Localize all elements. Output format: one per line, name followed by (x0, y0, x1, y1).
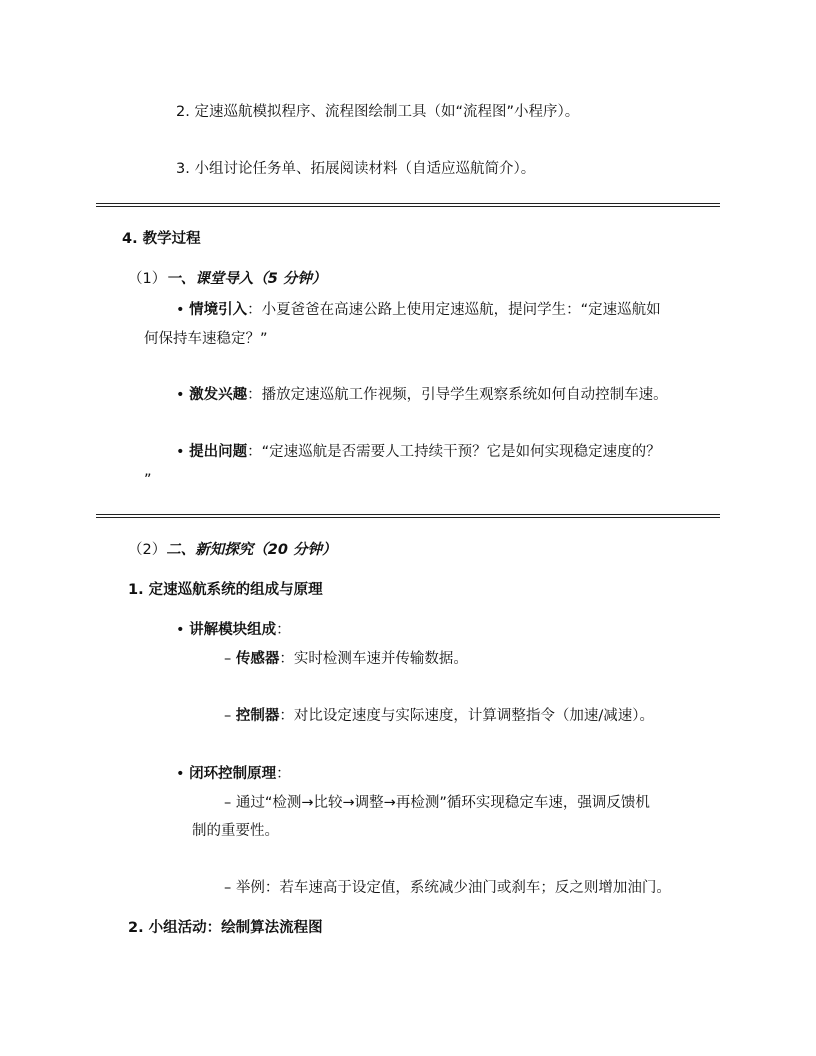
dash-icon: – (224, 795, 232, 811)
dash-continuation: 制的重要性。 (192, 823, 279, 839)
section-divider (96, 203, 720, 207)
dash-icon: – (224, 880, 232, 896)
bullet-label: 闭环控制原理 (189, 766, 277, 782)
bullet-text: ：小夏爸爸在高速公路上使用定速巡航，提问学生：“定速巡航如 (247, 302, 661, 318)
part1-heading (128, 269, 326, 289)
section-heading: 4. 教学过程 (122, 231, 201, 247)
bullet-label: 情境引入 (189, 302, 248, 318)
bullet-item-modules (176, 620, 291, 640)
bullet-continuation: ” (144, 472, 152, 488)
dash-icon: – (224, 651, 232, 667)
bullet-suffix: ： (276, 622, 291, 638)
dash-item-example (224, 878, 671, 898)
section-divider (96, 514, 720, 518)
dash-text: 通过“检测→比较→调整→再检测”循环实现稳定车速，强调反馈机 (235, 795, 650, 811)
part2-title: 二、新知探究（20 分钟） (166, 542, 337, 558)
dash-label: 控制器 (235, 708, 280, 724)
bullet-item-closed-loop (176, 764, 291, 784)
bullet-text: ：播放定速巡航工作视频，引导学生观察系统如何自动控制车速。 (247, 387, 668, 403)
bullet-item-interest (176, 385, 668, 405)
dash-icon: – (224, 708, 232, 724)
bullet-text: ：“定速巡航是否需要人工持续干预？它是如何实现稳定速度的？ (247, 444, 661, 460)
material-item-2: 2. 定速巡航模拟程序、流程图绘制工具（如“流程图”小程序）。 (176, 104, 580, 120)
dash-item-sensor (224, 649, 468, 669)
bullet-icon: • (176, 444, 185, 460)
bullet-icon: • (176, 302, 185, 318)
bullet-label: 提出问题 (189, 444, 248, 460)
bullet-item-scene (176, 300, 661, 320)
bullet-label: 讲解模块组成 (189, 622, 277, 638)
subsection-heading-2: 2. 小组活动：绘制算法流程图 (128, 920, 323, 936)
dash-text: ：对比设定速度与实际速度，计算调整指令（加速/减速）。 (279, 708, 654, 724)
bullet-suffix: ： (276, 766, 291, 782)
bullet-label: 激发兴趣 (189, 387, 248, 403)
material-item-3: 3. 小组讨论任务单、拓展阅读材料（自适应巡航简介）。 (176, 161, 536, 177)
bullet-continuation: 何保持车速稳定？” (144, 331, 268, 347)
dash-label: 传感器 (235, 651, 280, 667)
part2-prefix: （2） (128, 542, 167, 558)
dash-text: 举例：若车速高于设定值，系统减少油门或刹车；反之则增加油门。 (235, 880, 671, 896)
part1-prefix: （1） (128, 271, 167, 287)
dash-text: ：实时检测车速并传输数据。 (279, 651, 468, 667)
bullet-icon: • (176, 387, 185, 403)
part2-heading (128, 540, 336, 560)
part1-title: 一、课堂导入（5 分钟） (166, 271, 327, 287)
dash-item-controller (224, 706, 654, 726)
bullet-icon: • (176, 766, 185, 782)
subsection-heading-1: 1. 定速巡航系统的组成与原理 (128, 582, 323, 598)
dash-item-loop (224, 793, 650, 813)
bullet-item-question (176, 442, 661, 462)
bullet-icon: • (176, 622, 185, 638)
